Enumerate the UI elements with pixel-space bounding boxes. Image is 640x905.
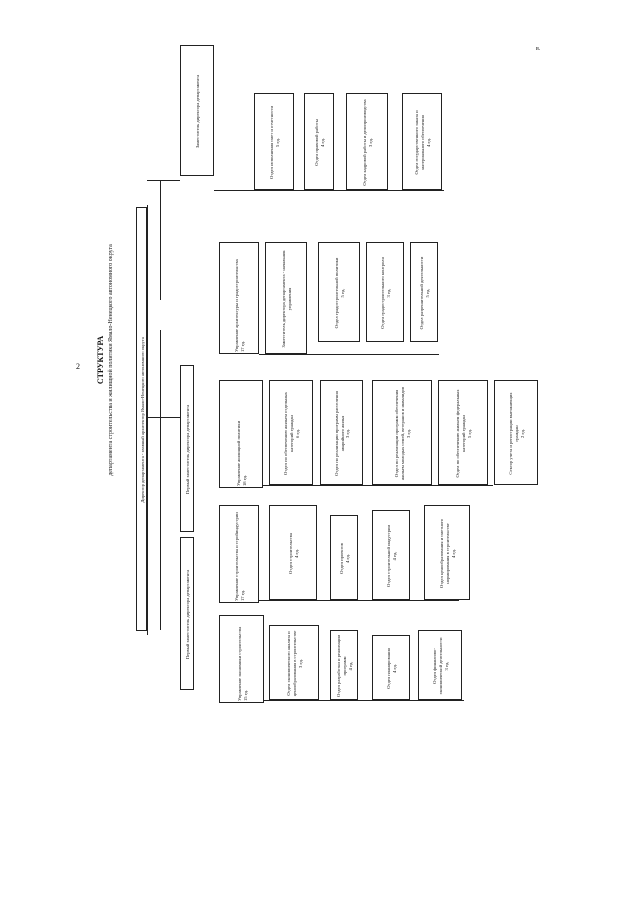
main-spine [147, 205, 148, 635]
right-spine [160, 180, 161, 300]
housing-unit-label: Отдел по обеспечению жильем федеральных категорий граждан 5 ед. [455, 389, 472, 478]
construction-head-label: Управление строительства и стройиндустрии 17 ед. [234, 512, 245, 601]
support-unit-label: Отдел государственного заказа и материального обеспечения 4 ед. [414, 110, 431, 175]
left-spine [160, 330, 161, 630]
construction-unit-label: Отдел проектов 4 ед. [339, 543, 350, 574]
housing-unit-label: Сектор учета и регистрации выезжающих граждан 2 ед. [508, 392, 525, 475]
corner-mark: в. [536, 46, 541, 52]
first-deputy-1-label: Первый заместитель директора департамента [185, 569, 191, 660]
economics-unit [372, 635, 410, 700]
architecture-unit [318, 242, 360, 342]
economics-unit [330, 630, 358, 700]
support-unit [254, 93, 294, 190]
director-label: Директор департамента - главный архитектор Ямало-Ненецкого автономного округа [139, 337, 145, 503]
director-box [136, 207, 147, 631]
first-deputy-2-label: Первый заместитель директора департамента [185, 404, 191, 495]
page-number: 2 [76, 362, 80, 371]
support-unit-label: Отдел кадровой работы и делопроизводства 3 ед. [362, 99, 373, 186]
economics-head [219, 615, 264, 703]
construction-unit [269, 505, 317, 600]
housing-unit-label: Отдел по реализации программ обеспечения жильем молодых семей, ветеранов и инвалидов 3 ед. [394, 386, 411, 481]
architecture-unit [265, 242, 307, 354]
architecture-head [219, 242, 259, 354]
first-deputy-1-box [180, 537, 194, 690]
support-unit [402, 93, 442, 190]
deputy-connector [147, 180, 180, 181]
construction-unit-label: Отдел строительства 4 ед. [288, 533, 299, 574]
housing-unit-label: Отдел по обеспечению жильем отдельных категорий граждан 6 ед. [283, 392, 300, 475]
construction-unit [372, 510, 410, 600]
economics-head-label: Управление экономики строительства 15 ед. [236, 626, 248, 701]
construction-unit-label: Отдел строительной индустрии 4 ед. [386, 525, 397, 587]
deputy-label: Заместитель директора департамента [195, 74, 201, 149]
economics-unit-label: Отдел финансово-экономической деятельности 3 ед. [432, 637, 449, 695]
housing-unit [494, 380, 538, 485]
housing-unit [320, 380, 363, 485]
economics-unit [418, 630, 462, 700]
deputy-box [180, 45, 214, 176]
housing-head-label: Управление жилищной политики 18 ед. [236, 420, 247, 486]
architecture-head-label: Управление архитектуры и градостроительства 17 ед. [234, 259, 245, 352]
architecture-unit [366, 242, 404, 342]
housing-unit-label: Отдел по реализации программ расселения аварийного жилья 3 ед. [333, 391, 351, 476]
director-connector [147, 417, 180, 418]
architecture-unit-label: Отдел градостроительной политики 5 ед. [334, 257, 345, 329]
housing-unit [372, 380, 432, 485]
economics-unit [269, 625, 319, 700]
economics-unit-label: Отдел разработки и реализации программ 4 ед. [336, 634, 353, 698]
housing-head [219, 380, 263, 488]
construction-unit [424, 505, 470, 600]
economics-unit-label: Отдел планирования 4 ед. [386, 648, 397, 689]
support-unit-label: Отдел правовой работы 4 ед. [314, 119, 325, 166]
support-unit [304, 93, 334, 190]
title-subtitle: департамента строительства и жилищной политики Ямало-Ненецкого автономного округа [108, 244, 114, 476]
construction-head [219, 505, 259, 603]
architecture-unit-label: Заместитель директора департамента - начальник управления [281, 250, 292, 348]
support-unit-label: Отдел исполнения смет и отчетности 5 ед. [269, 106, 280, 179]
economics-unit-label: Отдел экономического анализа и ценообразования в строительстве 3 ед. [286, 630, 303, 697]
architecture-unit-label: Отдел градостроительного контроля 3 ед. [380, 257, 391, 329]
housing-unit [269, 380, 313, 485]
construction-unit-label: Отдел ценообразования и сметного нормирования в строительстве 4 ед. [439, 518, 456, 589]
support-unit [346, 93, 388, 190]
architecture-unit-label: Отдел разрешительной деятельности 5 ед. [419, 256, 430, 330]
architecture-unit [410, 242, 438, 342]
title-main: СТРУКТУРА [96, 335, 105, 385]
first-deputy-2-box [180, 365, 194, 532]
housing-unit [438, 380, 488, 485]
construction-unit [330, 515, 358, 600]
